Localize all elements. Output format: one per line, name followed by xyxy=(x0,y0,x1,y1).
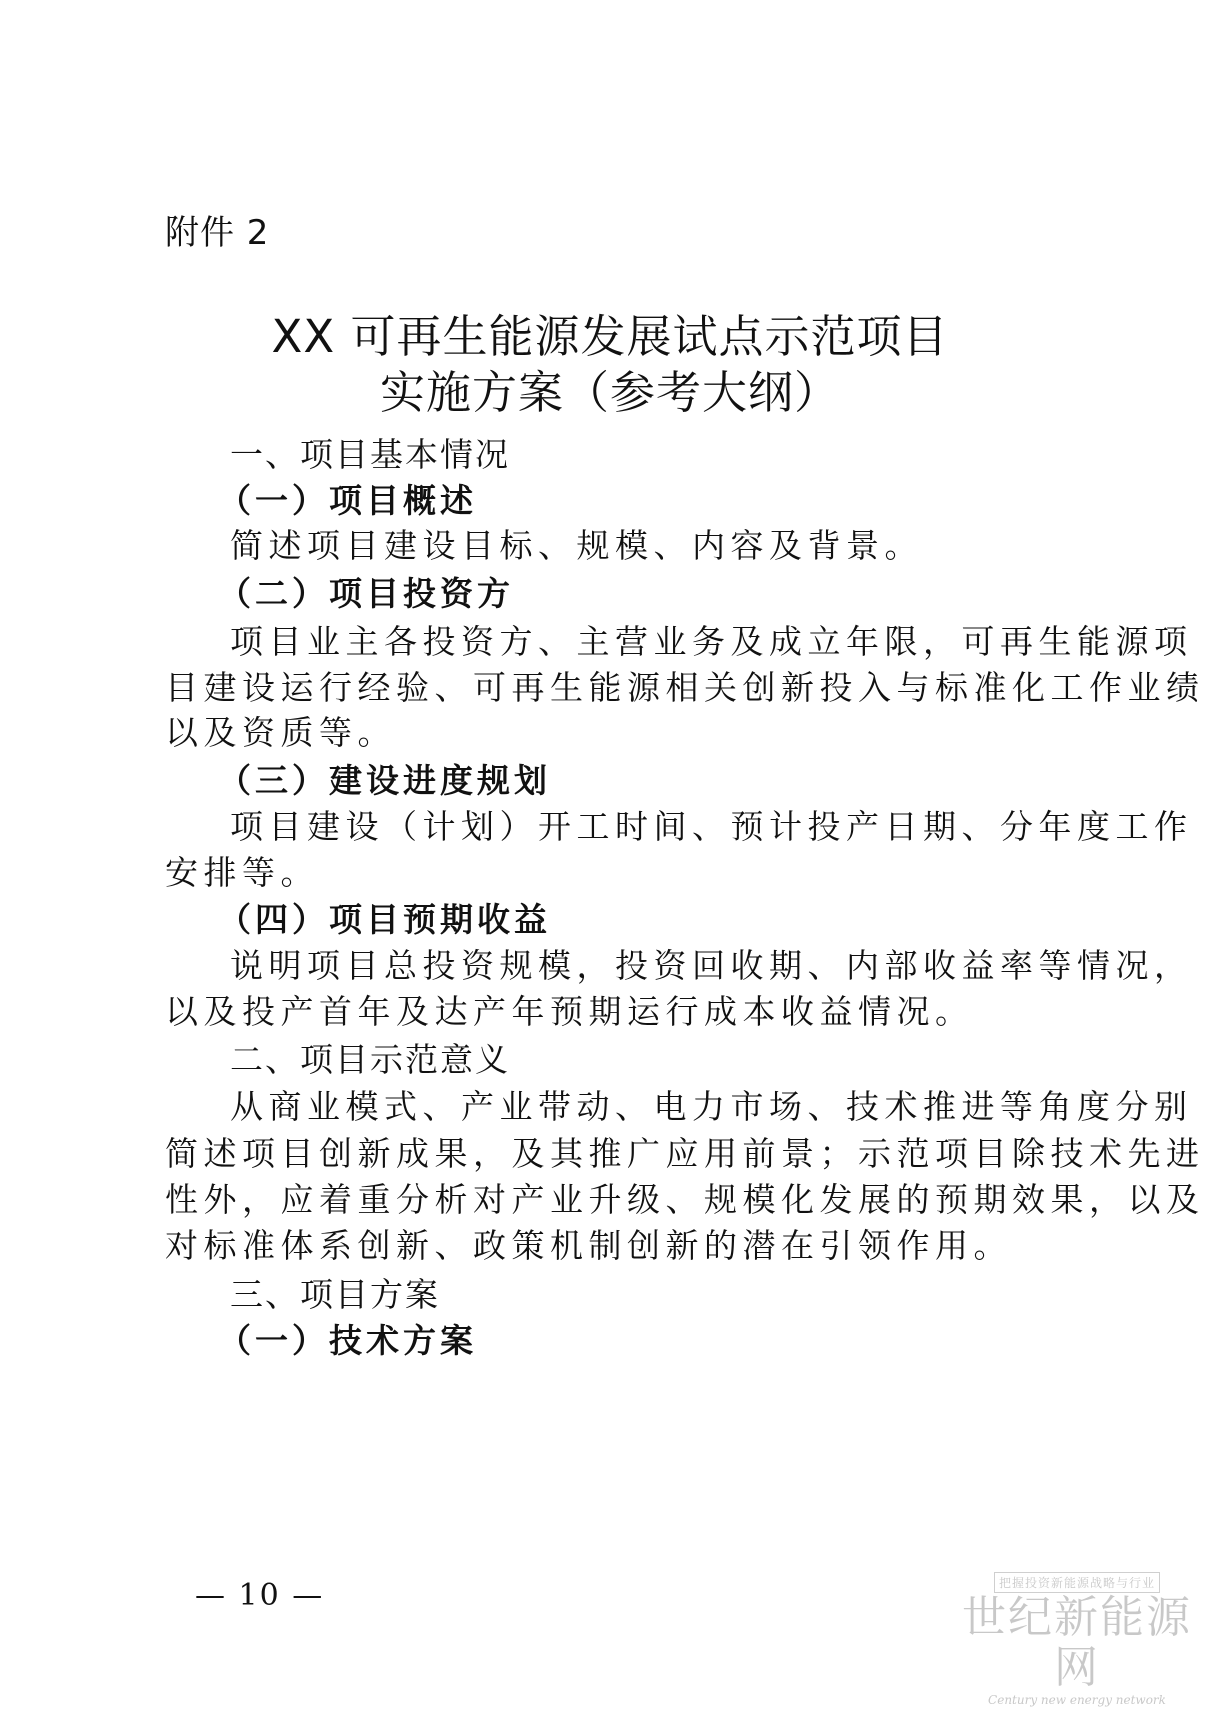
paragraph-line: 简述项目创新成果，及其推广应用前景；示范项目除技术先进 xyxy=(165,1134,1205,1173)
page-number: — 10 — xyxy=(195,1578,325,1613)
subsection-heading: （二）项目投资方 xyxy=(218,574,514,613)
paragraph-line: 性外，应着重分析对产业升级、规模化发展的预期效果，以及 xyxy=(165,1180,1205,1219)
paragraph-line: 以及投产首年及达产年预期运行成本收益情况。 xyxy=(165,992,974,1031)
paragraph-line: 说明项目总投资规模，投资回收期、内部收益率等情况， xyxy=(230,946,1193,985)
document-title-line-2: 实施方案（参考大纲） xyxy=(379,366,840,419)
paragraph-line: 项目建设（计划）开工时间、预计投产日期、分年度工作 xyxy=(230,807,1193,846)
subsection-heading: （三）建设进度规划 xyxy=(218,761,551,800)
watermark-slogan: 把握投资新能源战略与行业 xyxy=(994,1572,1160,1593)
subsection-heading: （一）项目概述 xyxy=(218,481,477,520)
paragraph-line: 安排等。 xyxy=(165,853,319,892)
subsection-heading: （四）项目预期收益 xyxy=(218,900,551,939)
section-heading: 二、项目示范意义 xyxy=(230,1040,510,1079)
paragraph-line: 以及资质等。 xyxy=(165,713,396,752)
paragraph-line: 项目业主各投资方、主营业务及成立年限，可再生能源项 xyxy=(230,622,1193,661)
section-heading: 三、项目方案 xyxy=(230,1275,440,1314)
watermark-subtitle: Century new energy network xyxy=(988,1693,1166,1707)
document-title-line-1: XX 可再生能源发展试点示范项目 xyxy=(271,310,949,363)
paragraph-line: 目建设运行经验、可再生能源相关创新投入与标准化工作业绩 xyxy=(165,668,1205,707)
subsection-heading: （一）技术方案 xyxy=(218,1321,477,1360)
paragraph-line: 对标准体系创新、政策机制创新的潜在引领作用。 xyxy=(165,1226,1012,1265)
section-heading: 一、项目基本情况 xyxy=(230,435,510,474)
watermark-title: 世纪新能源网 xyxy=(962,1592,1192,1693)
annex-label: 附件 2 xyxy=(165,213,270,253)
watermark-logo xyxy=(962,1572,1192,1707)
paragraph-line: 简述项目建设目标、规模、内容及背景。 xyxy=(230,526,923,565)
paragraph-line: 从商业模式、产业带动、电力市场、技术推进等角度分别 xyxy=(230,1087,1193,1126)
